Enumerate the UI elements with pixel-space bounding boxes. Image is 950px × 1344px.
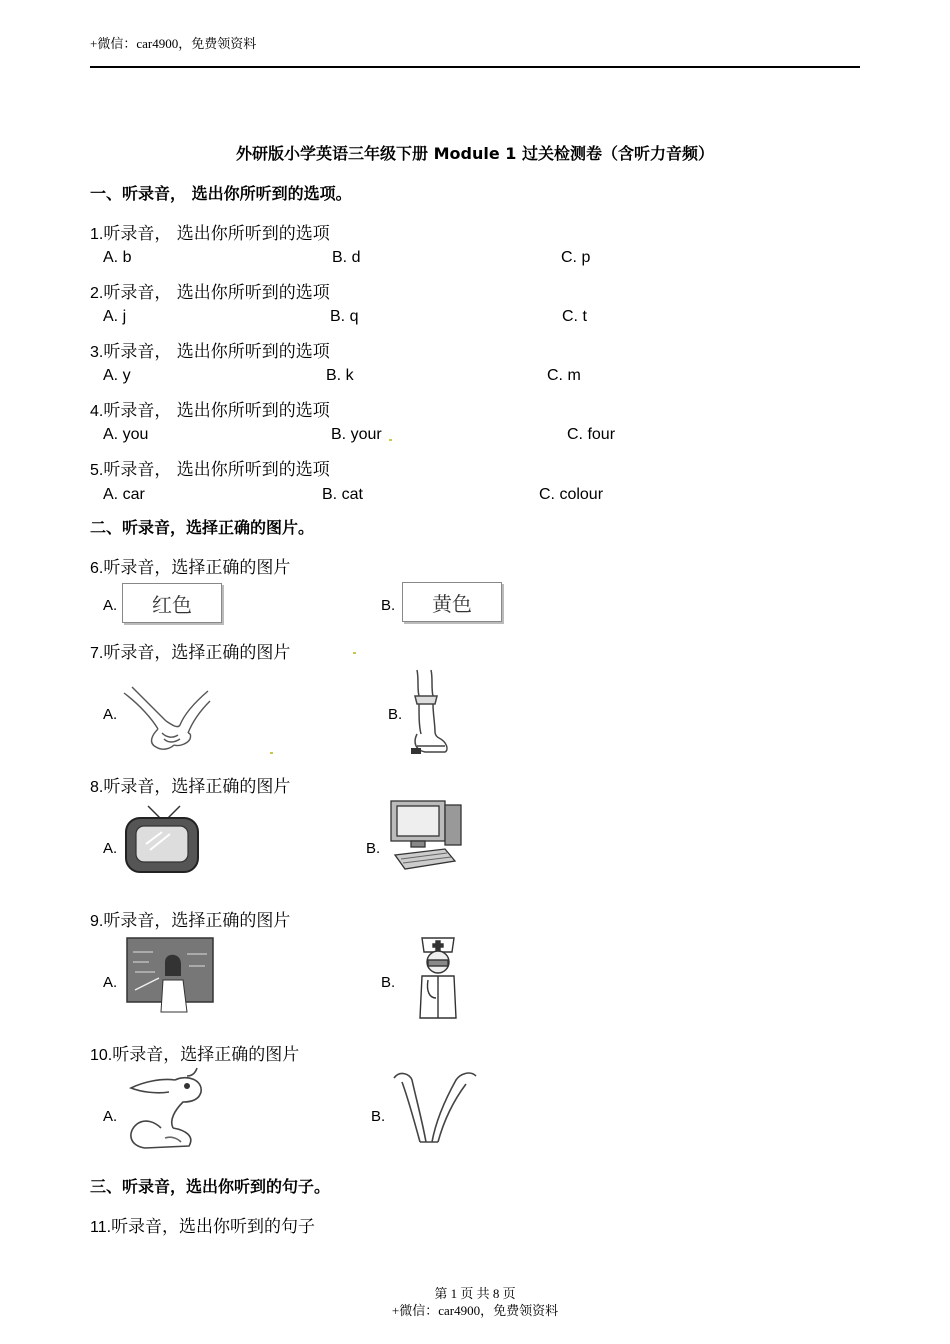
q1-option-a[interactable]: A. b [103, 249, 132, 266]
q7-option-a-label[interactable]: A. [103, 706, 118, 723]
question-10: 10.听录音，选择正确的图片 [90, 1045, 300, 1065]
tv-icon[interactable] [122, 804, 202, 876]
q4-option-a[interactable]: A. you [103, 426, 149, 443]
q1-option-c[interactable]: C. p [561, 249, 591, 266]
question-11: 11.听录音，选出你听到的句子 [90, 1217, 316, 1237]
question-5: 5.听录音， 选出你所听到的选项 [90, 460, 330, 480]
section-one-heading: 一、听录音， 选出你所听到的选项。 [90, 184, 352, 203]
question-8: 8.听录音，选择正确的图片 [90, 777, 291, 797]
legs-icon[interactable] [390, 1068, 480, 1148]
q4-option-b[interactable]: B. your [331, 426, 382, 443]
q7-option-b-label[interactable]: B. [388, 706, 403, 723]
q10-option-b-label[interactable]: B. [371, 1108, 386, 1125]
red-text-icon[interactable] [122, 583, 222, 623]
q5-option-b[interactable]: B. cat [322, 486, 363, 503]
q4-option-c[interactable]: C. four [567, 426, 616, 443]
q6-option-b-label[interactable]: B. [381, 597, 396, 614]
q8-option-b-label[interactable]: B. [366, 840, 381, 857]
teacher-icon[interactable] [125, 936, 215, 1014]
yellow-text-icon[interactable] [402, 582, 502, 622]
page-number: 第 1 页 共 8 页 [434, 1286, 516, 1301]
q8-option-a-label[interactable]: A. [103, 840, 118, 857]
q9-option-b-label[interactable]: B. [381, 974, 396, 991]
q1-option-b[interactable]: B. d [332, 249, 361, 266]
q3-option-a[interactable]: A. y [103, 367, 131, 384]
question-1: 1.听录音， 选出你所听到的选项 [90, 224, 330, 244]
q2-option-a[interactable]: A. j [103, 308, 127, 325]
q5-option-c[interactable]: C. colour [539, 486, 604, 503]
doctor-icon[interactable] [410, 932, 466, 1022]
section-two-heading: 二、听录音，选择正确的图片。 [90, 518, 315, 537]
q2-option-b[interactable]: B. q [330, 308, 359, 325]
header-watermark: +微信：car4900，免费领资料 [90, 36, 257, 51]
section-three-heading: 三、听录音，选出你听到的句子。 [90, 1177, 331, 1196]
footer-watermark: +微信：car4900，免费领资料 [391, 1303, 559, 1318]
hands-icon[interactable] [122, 685, 212, 755]
q3-option-c[interactable]: C. m [547, 367, 581, 384]
q3-option-b[interactable]: B. k [326, 367, 354, 384]
question-7: 7.听录音，选择正确的图片 [90, 643, 291, 663]
duck-icon[interactable] [125, 1066, 215, 1150]
question-2: 2.听录音， 选出你所听到的选项 [90, 283, 330, 303]
q6-option-a-label[interactable]: A. [103, 597, 118, 614]
q10-option-a-label[interactable]: A. [103, 1108, 118, 1125]
q6-a-picture-text: 红色 [152, 592, 192, 617]
page-title: 外研版小学英语三年级下册 Module 1 过关检测卷（含听力音频） [236, 144, 714, 163]
q5-option-a[interactable]: A. car [103, 486, 145, 503]
header-rule [90, 66, 860, 68]
question-9: 9.听录音，选择正确的图片 [90, 911, 291, 931]
computer-icon[interactable] [385, 797, 465, 877]
question-4: 4.听录音， 选出你所听到的选项 [90, 401, 330, 421]
question-6: 6.听录音，选择正确的图片 [90, 558, 291, 578]
question-3: 3.听录音， 选出你所听到的选项 [90, 342, 330, 362]
leg-foot-icon[interactable] [405, 668, 451, 756]
q2-option-c[interactable]: C. t [562, 308, 587, 325]
q6-b-picture-text: 黄色 [432, 591, 472, 616]
q9-option-a-label[interactable]: A. [103, 974, 118, 991]
